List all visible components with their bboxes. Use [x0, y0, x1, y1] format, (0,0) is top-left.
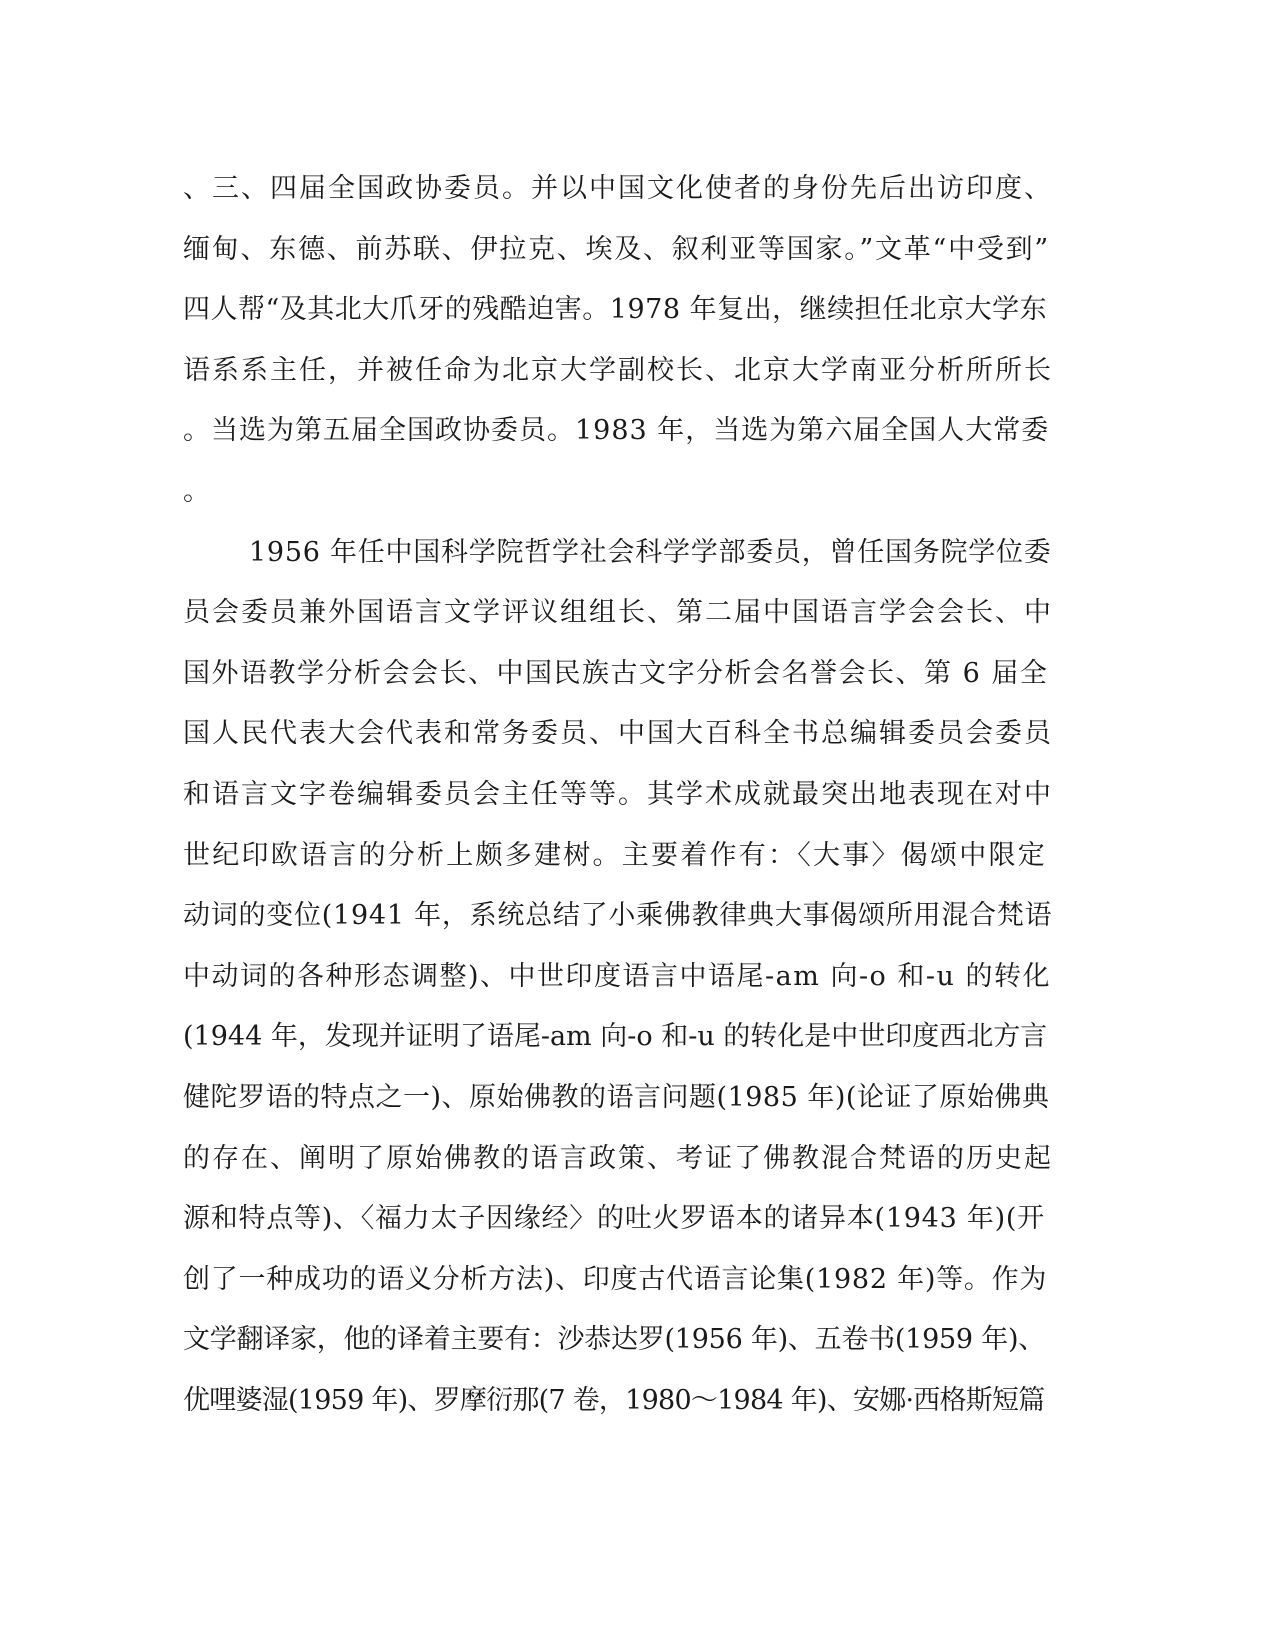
text-line: 。当选为第五届全国政协委员。1983 年，当选为第六届全国人大常委 — [183, 415, 1050, 447]
text-line: 国外语教学分析会会长、中国民族古文字分析会名誉会长、第 6 届全 — [183, 657, 1049, 689]
text-line: 中动词的各种形态调整)、中世印度语言中语尾-am 向-o 和-u 的转化 — [183, 960, 1051, 992]
text-line: 四人帮“及其北大爪牙的残酷迫害。1978 年复出，继续担任北京大学东 — [183, 294, 1048, 326]
text-line: 源和特点等)、〈福力太子因缘经〉的吐火罗语本的诸异本(1943 年)(开 — [183, 1203, 1045, 1235]
text-line: 缅甸、东德、前苏联、伊拉克、埃及、叙利亚等国家。”文革“中受到” — [183, 233, 1050, 265]
text-line: (1944 年，发现并证明了语尾-am 向-o 和-u 的转化是中世印度西北方言 — [183, 1021, 1048, 1053]
paragraph-2 — [183, 523, 1053, 1432]
text-line: 。 — [183, 475, 213, 507]
text-line: 世纪印欧语言的分析上颇多建树。主要着作有：〈大事〉偈颂中限定 — [183, 839, 1047, 871]
text-line: 和语言文字卷编辑委员会主任等等。其学术成就最突出地表现在对中 — [183, 778, 1053, 810]
text-line: 优哩婆湿(1959 年)、罗摩衍那(7 卷，1980～1984 年)、安娜·西格斯短篇 — [183, 1384, 1045, 1416]
text-line: 员会委员兼外国语言文学评议组组长、第二届中国语言学会会长、中 — [183, 597, 1053, 629]
text-line: 的存在、阐明了原始佛教的语言政策、考证了佛教混合梵语的历史起 — [183, 1142, 1053, 1174]
text-line: 文学翻译家，他的译着主要有：沙恭达罗(1956 年)、五卷书(1959 年)、 — [183, 1324, 1045, 1356]
text-line: 语系系主任，并被任命为北京大学副校长、北京大学南亚分析所所长 — [183, 354, 1053, 386]
paragraph-1 — [183, 159, 1053, 523]
text-line: 、三、四届全国政协委员。并以中国文化使者的身份先后出访印度、 — [183, 173, 1053, 204]
text-line: 1956 年任中国科学院哲学社会科学学部委员，曾任国务院学位委 — [249, 536, 1052, 568]
text-line: 国人民代表大会代表和常务委员、中国大百科全书总编辑委员会委员 — [183, 718, 1053, 750]
text-line: 健陀罗语的特点之一)、原始佛教的语言问题(1985 年)(论证了原始佛典 — [183, 1081, 1050, 1113]
text-line: 创了一种成功的语义分析方法)、印度古代语言论集(1982 年)等。作为 — [183, 1263, 1048, 1295]
text-line: 动词的变位(1941 年，系统总结了小乘佛教律典大事偈颂所用混合梵语 — [183, 900, 1053, 932]
document-body — [183, 159, 1053, 1431]
